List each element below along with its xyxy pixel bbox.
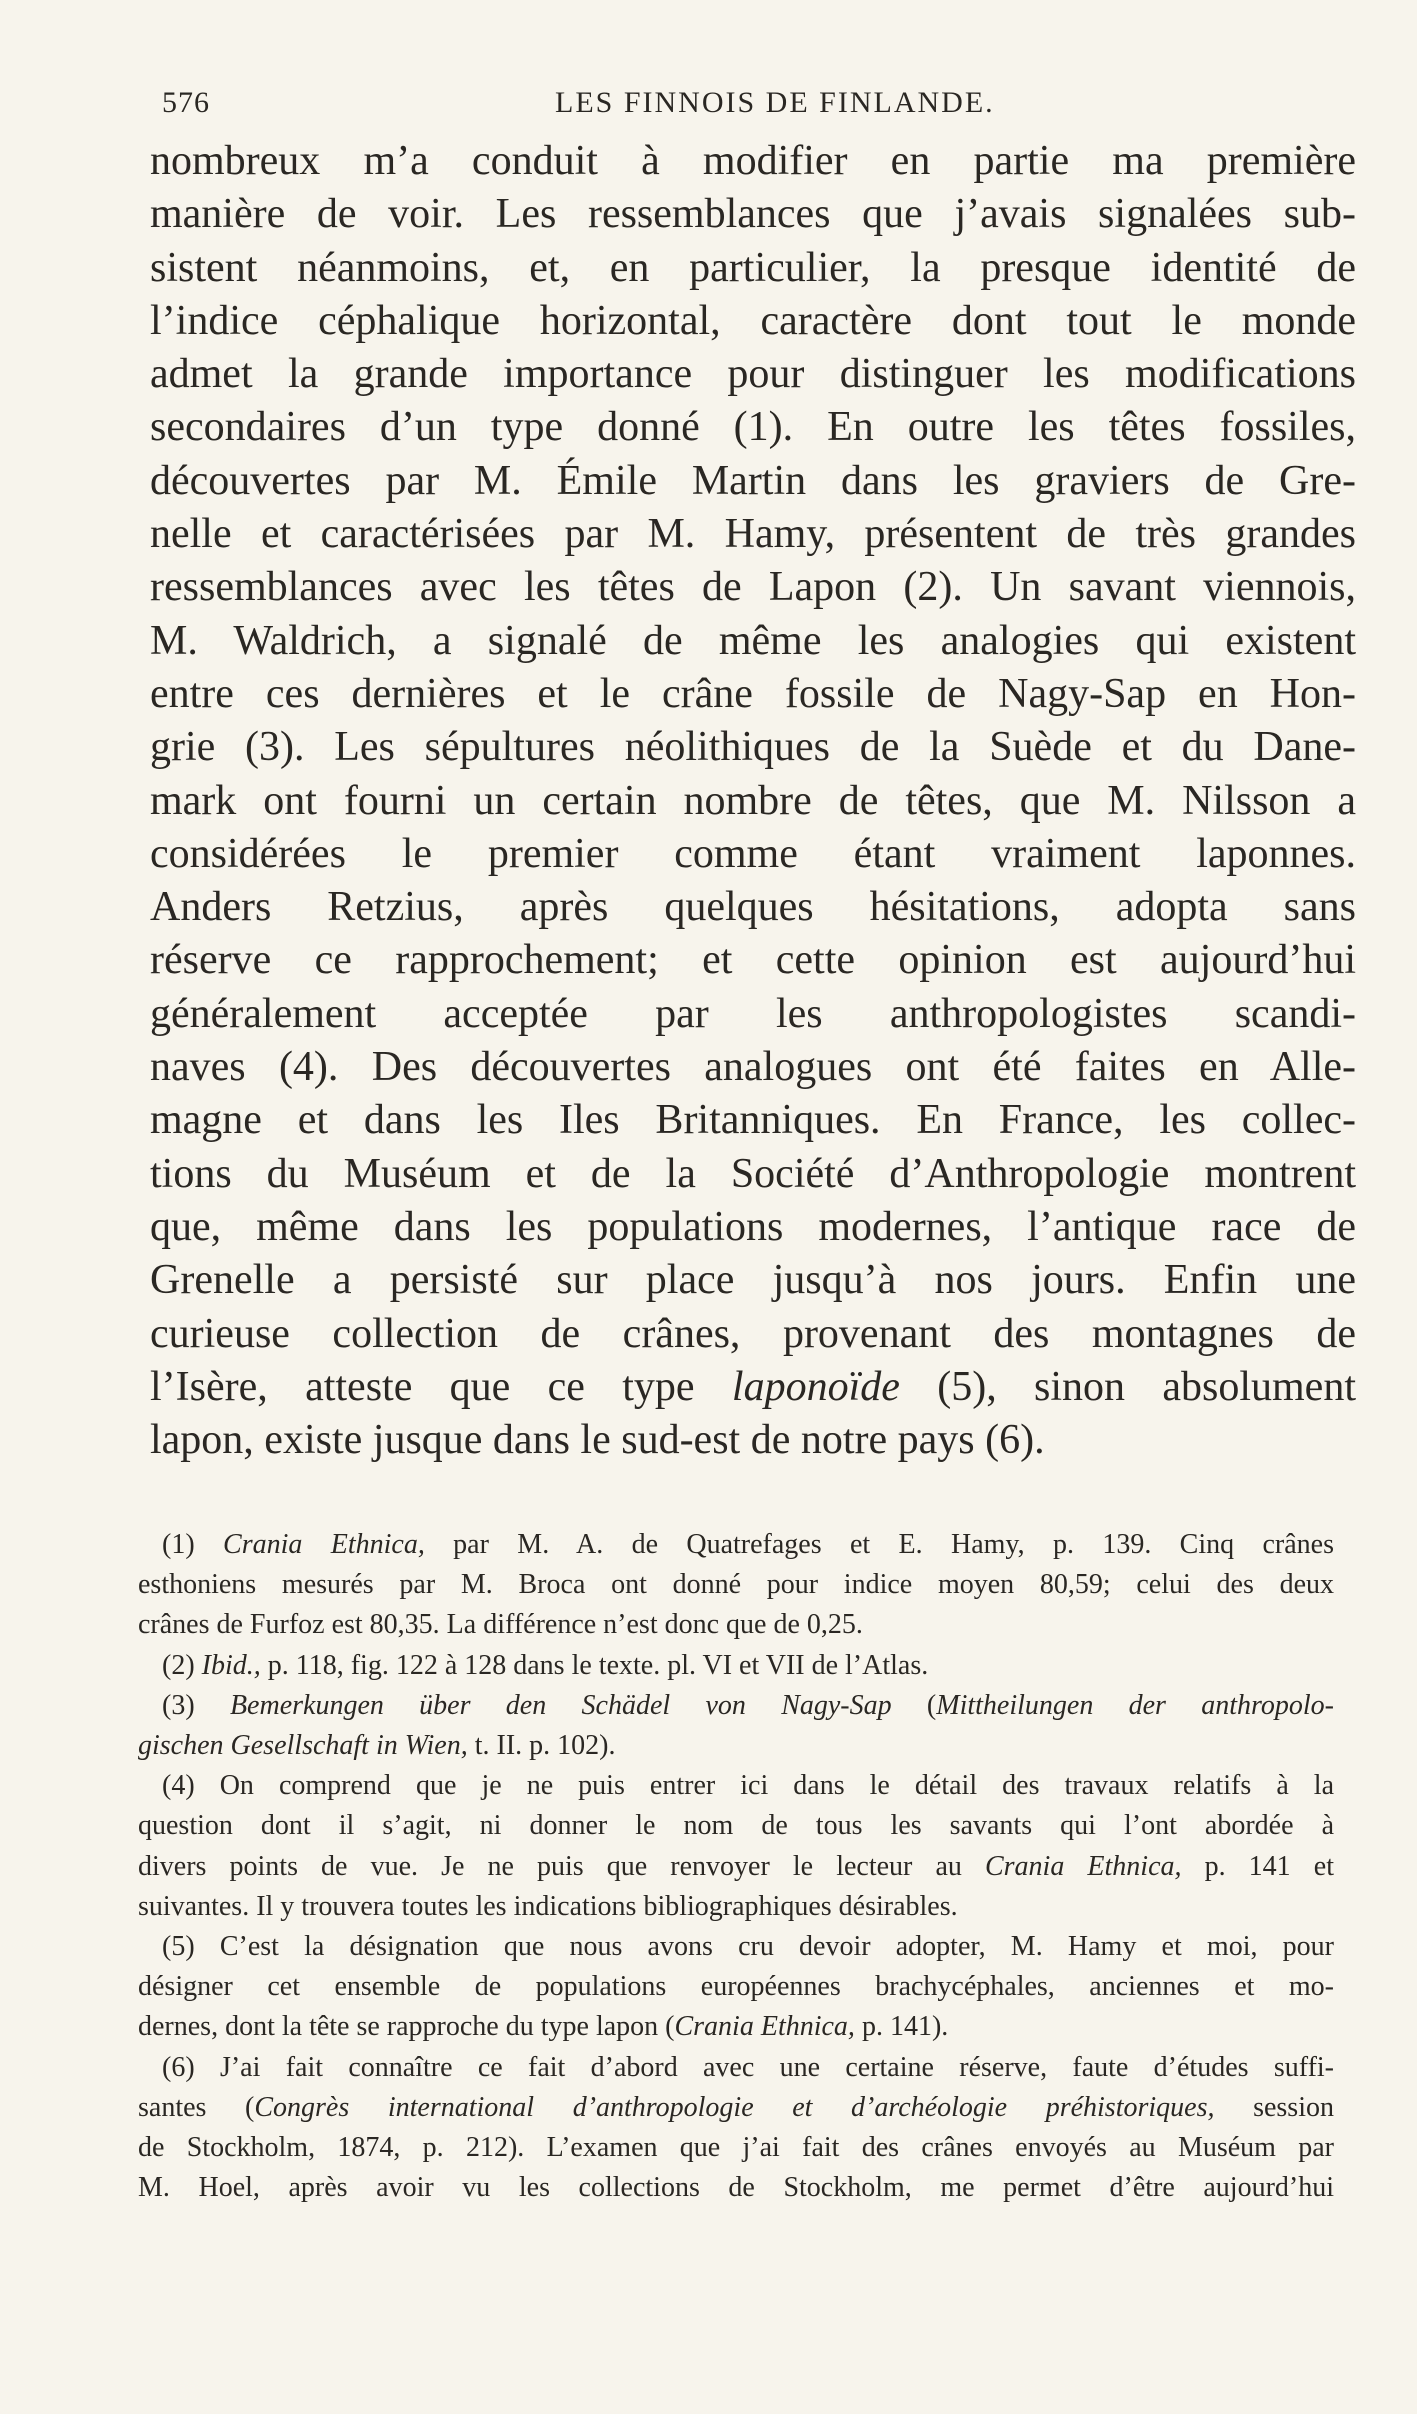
footnote-line: M. Hoel, après avoir vu les collections de Stockholm, me permet d’être aujourd’hui	[138, 2172, 1334, 2204]
text-segment: l’Isère, atteste que ce type	[150, 1363, 732, 1410]
text-line: considérées le premier comme étant vraiment laponnes.	[150, 830, 1356, 877]
footnote-line: question dont il s’agit, ni donner le nom de tous les savants qui l’ont abordée à	[138, 1810, 1334, 1842]
text-line: Grenelle a persisté sur place jusqu’à nos jours. Enfin une	[150, 1257, 1356, 1304]
citation-title: Crania Ethnica,	[223, 1529, 425, 1560]
note-marker: (2)	[162, 1649, 202, 1681]
footnote-line: (6) J’ai fait connaître ce fait d’abord avec une certaine réserve, faute d’études suffi-	[162, 2051, 1334, 2083]
footnote-line: suivantes. Il y trouvera toutes les indications bibliographiques désirables.	[138, 1890, 958, 1922]
text-segment: session	[1214, 2091, 1334, 2123]
footnote-line: de Stockholm, 1874, p. 212). L’examen que j’ai fait des crânes envoyés au Muséum par	[138, 2132, 1334, 2164]
citation-title: Mittheilungen der anthropolo-	[936, 1689, 1334, 1721]
text-line: grie (3). Les sépultures néolithiques de la Suède et du Dane-	[150, 724, 1356, 771]
main-text	[150, 135, 1356, 1467]
note-marker: (3)	[162, 1689, 230, 1721]
citation-title: Bemerkungen über den Schädel von Nagy-Sap	[229, 1689, 892, 1721]
text-line: Anders Retzius, après quelques hésitations, adopta sans	[150, 884, 1356, 931]
text-segment: (5), sinon absolument	[899, 1363, 1356, 1410]
text-line	[150, 1361, 1356, 1414]
text-line: ressemblances avec les têtes de Lapon (2). Un savant viennois,	[150, 564, 1356, 611]
text-line: entre ces dernières et le crâne fossile de Nagy-Sap en Hon-	[150, 670, 1356, 717]
text-line: nombreux m’a conduit à modifier en partie ma première	[150, 138, 1356, 184]
footnote-line	[138, 1525, 1334, 1565]
footnote-line: esthoniens mesurés par M. Broca ont donné pour indice moyen 80,59; celui des deux	[138, 1569, 1334, 1601]
text-line: nelle et caractérisées par M. Hamy, présentent de très grandes	[150, 511, 1356, 558]
text-line: secondaires d’un type donné (1). En outre les têtes fossiles,	[150, 404, 1356, 451]
italic-term: laponoïde	[731, 1363, 900, 1410]
footnote-line	[138, 1726, 1334, 1766]
text-line: manière de voir. Les ressemblances que j’avais signalées sub-	[150, 191, 1356, 238]
text-segment: dernes, dont la tête se rapproche du type lapon (	[138, 2011, 675, 2043]
citation-title: Ibid.,	[201, 1649, 261, 1681]
footnote-line: désigner cet ensemble de populations européennes brachycéphales, anciennes et mo-	[138, 1971, 1334, 2003]
text-segment: par M. A. de Quatrefages et E. Hamy, p. 139. Cinq crânes	[424, 1529, 1335, 1560]
text-line: réserve ce rapprochement; et cette opinion est aujourd’hui	[150, 937, 1356, 984]
footnote-line: crânes de Furfoz est 80,35. La différence n’est donc que de 0,25.	[138, 1609, 863, 1641]
text-segment: t. II. p. 102).	[467, 1730, 616, 1762]
text-line: lapon, existe jusque dans le sud-est de notre pays (6).	[150, 1417, 1045, 1464]
footnote-line	[138, 2088, 1334, 2128]
page-header	[150, 86, 1350, 136]
text-line: mark ont fourni un certain nombre de têtes, que M. Nilsson a	[150, 777, 1356, 824]
footnote-line: (5) C’est la désignation que nous avons cru devoir adopter, M. Hamy et moi, pour	[162, 1931, 1334, 1963]
text-segment: santes (	[138, 2091, 255, 2123]
text-segment: divers points de vue. Je ne puis que renvoyer le lecteur au	[138, 1850, 985, 1882]
text-segment: p. 141).	[854, 2011, 949, 2043]
text-segment: (	[891, 1689, 937, 1721]
text-line: découvertes par M. Émile Martin dans les graviers de Gre-	[150, 457, 1356, 504]
footnotes	[138, 1525, 1334, 2208]
text-segment: p. 141 et	[1181, 1850, 1334, 1882]
text-line: sistent néanmoins, et, en particulier, la presque identité de	[150, 244, 1356, 291]
citation-title: Congrès international d’anthropologie et d’archéologie préhistoriques,	[254, 2091, 1215, 2123]
text-line: tions du Muséum et de la Société d’Anthropologie montrent	[150, 1150, 1356, 1197]
text-line: l’indice céphalique horizontal, caractère dont tout le monde	[150, 297, 1356, 344]
running-title: LES FINNOIS DE FINLANDE.	[555, 86, 995, 119]
citation-title: gischen Gesellschaft in Wien,	[138, 1730, 468, 1762]
citation-title: Crania Ethnica,	[984, 1850, 1182, 1882]
text-line: naves (4). Des découvertes analogues ont été faites en Alle-	[150, 1044, 1356, 1091]
footnote-line	[138, 1847, 1334, 1887]
text-line: que, même dans les populations modernes, l’antique race de	[150, 1203, 1356, 1250]
text-line: curieuse collection de crânes, provenant des montagnes de	[150, 1310, 1356, 1357]
text-line: magne et dans les Iles Britanniques. En France, les collec-	[150, 1097, 1356, 1144]
citation-title: Crania Ethnica,	[674, 2011, 855, 2043]
text-line: M. Waldrich, a signalé de même les analogies qui existent	[150, 617, 1356, 664]
text-segment: p. 118, fig. 122 à 128 dans le texte. pl. VI et VII de l’Atlas.	[260, 1649, 929, 1681]
text-line: généralement acceptée par les anthropologistes scandi-	[150, 990, 1356, 1037]
footnote-line: (4) On comprend que je ne puis entrer ici dans le détail des travaux relatifs à la	[162, 1770, 1334, 1802]
note-marker: (1)	[162, 1529, 224, 1560]
page-number: 576	[162, 86, 210, 119]
text-line: admet la grande importance pour distinguer les modifications	[150, 351, 1356, 398]
footnote-line	[138, 2007, 1334, 2047]
footnote-line	[138, 1686, 1334, 1726]
footnote-line	[138, 1646, 1334, 1686]
